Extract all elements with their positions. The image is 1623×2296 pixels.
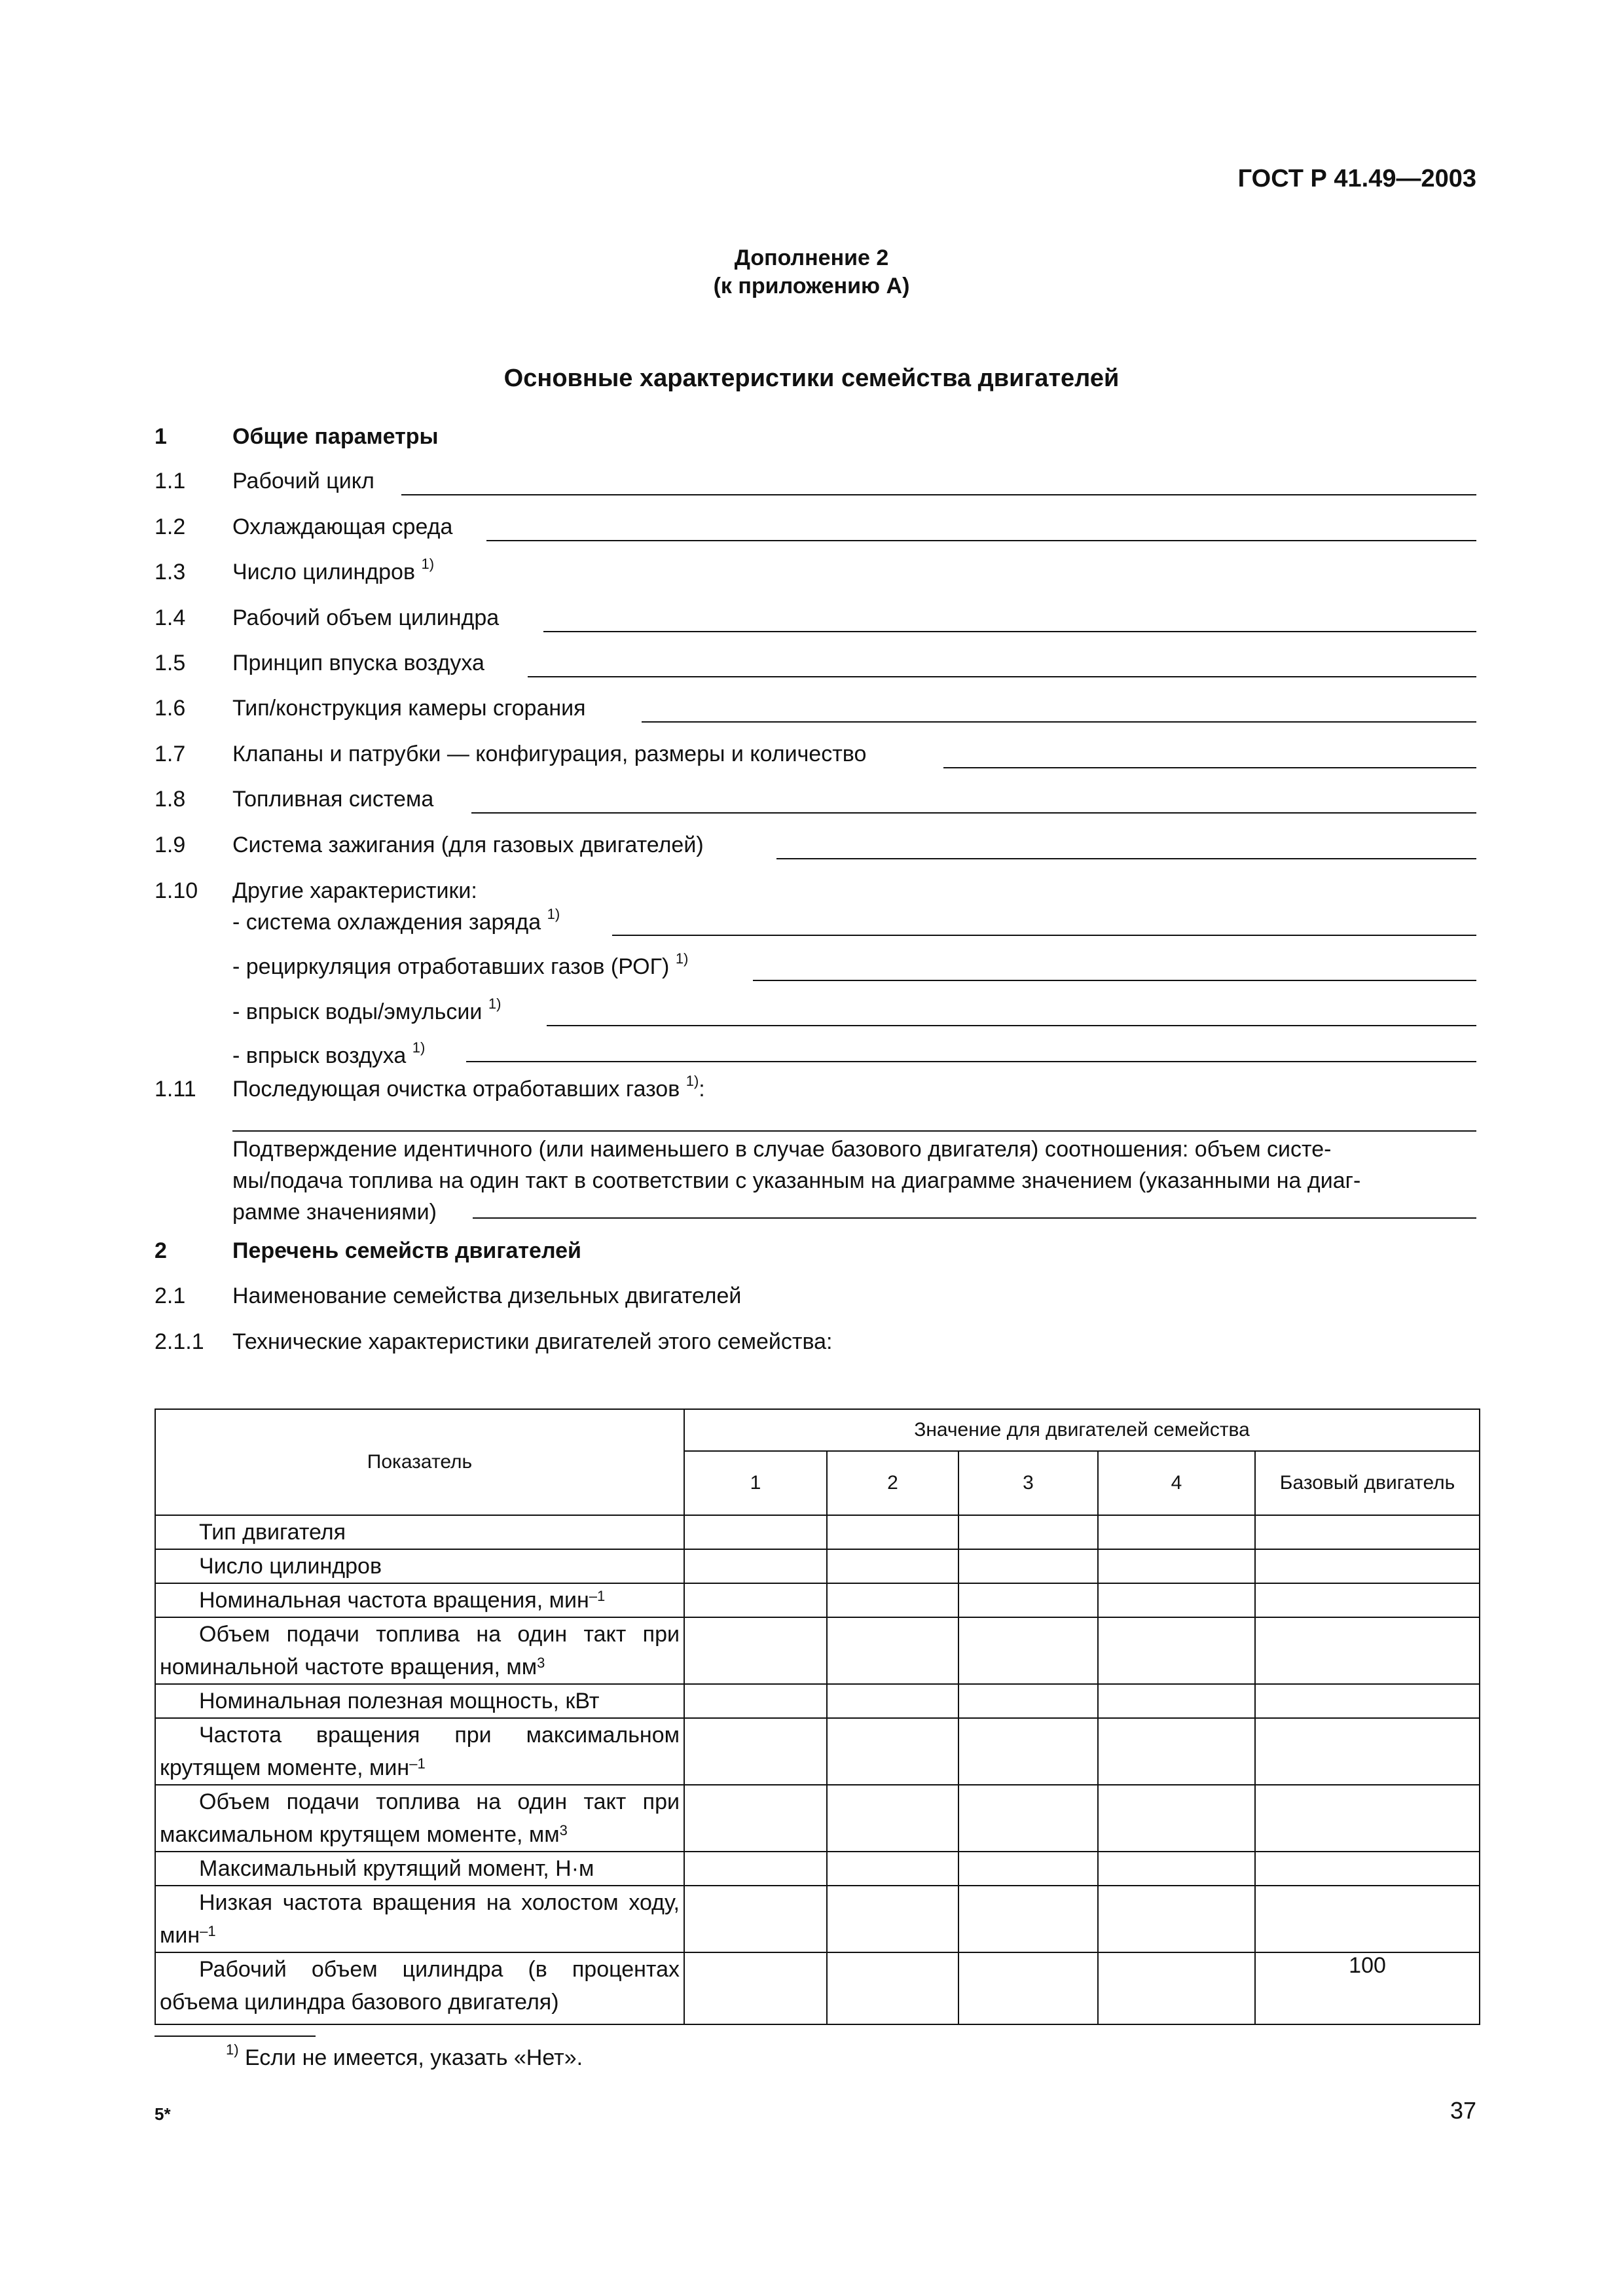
item-number: 1.6 xyxy=(155,696,186,721)
value-cell xyxy=(1098,1852,1255,1886)
supplement-title: Дополнение 2 xyxy=(734,245,889,270)
item-label: Охлаждающая среда xyxy=(232,514,453,539)
fill-in-line xyxy=(642,721,1476,723)
table-row xyxy=(155,1718,1480,1785)
value-cell xyxy=(684,1684,827,1718)
confirmation-paragraph xyxy=(232,1134,1476,1228)
fill-in-line xyxy=(753,980,1476,981)
row-label: Номинальная частота вращения, мин$^{-1}$ xyxy=(155,1583,684,1617)
item-label: Клапаны и патрубки — конфигурация, размеры и количество xyxy=(232,742,867,766)
standard-number: ГОСТ Р 41.49—2003 xyxy=(1237,165,1476,192)
fill-in-line xyxy=(547,1025,1476,1026)
value-cell xyxy=(684,1886,827,1952)
row-label: Рабочий объем цилиндра (в процентах объема цилиндра базового двигателя) xyxy=(155,1952,684,2024)
row-label: Тип двигателя xyxy=(155,1515,684,1549)
footnote-ref: 1) xyxy=(412,1039,426,1056)
value-cell xyxy=(684,1549,827,1583)
value-cell xyxy=(827,1886,958,1952)
section-2-heading: Перечень семейств двигателей xyxy=(232,1238,581,1263)
item-number: 1.1 xyxy=(155,469,186,493)
row-label: Объем подачи топлива на один такт при максимальном крутящем моменте, $мм^3$ xyxy=(155,1785,684,1852)
value-cell xyxy=(827,1617,958,1684)
footnote-separator xyxy=(155,2036,316,2037)
paragraph-line: Подтверждение идентичного (или наименьшего в случае базового двигателя) соотношения: объем систе- xyxy=(232,1137,1332,1162)
fill-in-line xyxy=(232,1130,1476,1132)
item-label: Принцип впуска воздуха xyxy=(232,651,484,675)
item-number: 1.3 xyxy=(155,560,186,584)
unit-exponent: 3 xyxy=(537,1655,545,1671)
footnote: $^{1)}$ Если не имеется, указать «Нет». xyxy=(226,2041,583,2070)
value-cell xyxy=(1255,1684,1480,1718)
value-cell xyxy=(1255,1852,1480,1886)
value-cell xyxy=(827,1718,958,1785)
item-number: 1.11 xyxy=(155,1077,196,1102)
value-cell xyxy=(1255,1718,1480,1785)
row-label: Низкая частота вращения на холостом ходу, мин$^{-1}$ xyxy=(155,1886,684,1952)
value-cell xyxy=(684,1952,827,2024)
value-cell xyxy=(1255,1617,1480,1684)
value-cell xyxy=(684,1515,827,1549)
value-cell xyxy=(958,1852,1098,1886)
item-number: 2.1.1 xyxy=(155,1329,204,1354)
column-header: Базовый двигатель xyxy=(1255,1451,1480,1515)
section-2-number: 2 xyxy=(155,1238,167,1263)
item-number: 1.8 xyxy=(155,787,186,812)
value-cell xyxy=(684,1718,827,1785)
value-cell xyxy=(1098,1718,1255,1785)
sub-item-label: - впрыск воды/эмульсии $^{1)}$ xyxy=(232,996,501,1024)
value-cell xyxy=(827,1684,958,1718)
value-cell xyxy=(1098,1583,1255,1617)
item-number: 1.4 xyxy=(155,605,186,630)
row-label: Объем подачи топлива на один такт при номинальной частоте вращения, $мм^3$ xyxy=(155,1617,684,1684)
value-cell xyxy=(1255,1515,1480,1549)
column-header: 3 xyxy=(958,1451,1098,1515)
item-number: 1.2 xyxy=(155,514,186,539)
item-label: Число цилиндров $^{1)}$ xyxy=(232,556,435,584)
value-cell xyxy=(958,1718,1098,1785)
value-cell xyxy=(958,1617,1098,1684)
fill-in-line xyxy=(776,858,1476,859)
value-cell xyxy=(958,1952,1098,2024)
row-label: Частота вращения при максимальном крутящем моменте, мин$^{-1}$ xyxy=(155,1718,684,1785)
column-header: 2 xyxy=(827,1451,958,1515)
item-label: Технические характеристики двигателей этого семейства: xyxy=(232,1329,833,1354)
value-cell xyxy=(958,1886,1098,1952)
value-cell xyxy=(827,1952,958,2024)
table-row xyxy=(155,1852,1480,1886)
table-row xyxy=(155,1785,1480,1852)
value-cell xyxy=(684,1785,827,1852)
supplement-subtitle: (к приложению А) xyxy=(713,274,910,298)
value-cell xyxy=(958,1515,1098,1549)
fill-in-line xyxy=(471,812,1476,814)
header-parameter: Показатель xyxy=(155,1409,684,1515)
value-cell xyxy=(1098,1515,1255,1549)
table-row xyxy=(155,1549,1480,1583)
value-cell xyxy=(684,1617,827,1684)
table-row xyxy=(155,1515,1480,1549)
item-label: Последующая очистка отработавших газов $^{1)}$: xyxy=(232,1073,705,1102)
fill-in-line xyxy=(612,935,1476,936)
footnote-ref: 1) xyxy=(421,556,435,572)
fill-in-line xyxy=(486,540,1476,541)
value-cell xyxy=(684,1852,827,1886)
footnote-ref: 1) xyxy=(488,996,501,1012)
value-cell xyxy=(958,1684,1098,1718)
fill-in-line xyxy=(943,767,1476,768)
footnote-ref: 1) xyxy=(685,1073,699,1089)
value-cell xyxy=(1098,1549,1255,1583)
row-label: Номинальная полезная мощность, кВт xyxy=(155,1684,684,1718)
header-values-group: Значение для двигателей семейства xyxy=(684,1409,1480,1451)
footnote-marker: 1) xyxy=(226,2041,239,2058)
value-cell xyxy=(827,1583,958,1617)
sub-item-label: - рециркуляция отработавших газов (РОГ) $^{1)}$ xyxy=(232,950,689,979)
item-label: Система зажигания (для газовых двигателей) xyxy=(232,833,704,857)
sub-item-label: - впрыск воздуха $^{1)}$ xyxy=(232,1039,426,1068)
value-cell xyxy=(1255,1549,1480,1583)
value-cell xyxy=(1098,1785,1255,1852)
unit-exponent: –1 xyxy=(409,1755,426,1772)
value-cell xyxy=(1255,1785,1480,1852)
item-label: Другие характеристики: xyxy=(232,878,477,903)
page-number: 37 xyxy=(1450,2097,1476,2124)
section-1-heading: Общие параметры xyxy=(232,424,439,449)
item-label: Топливная система xyxy=(232,787,434,812)
item-label: Рабочий цикл xyxy=(232,469,374,493)
paragraph-line: мы/подача топлива на один такт в соответствии с указанным на диаграмме значением (указанными на диаг- xyxy=(232,1168,1361,1193)
value-cell xyxy=(827,1785,958,1852)
item-number: 1.5 xyxy=(155,651,186,675)
fill-in-line xyxy=(401,494,1476,495)
section-1-number: 1 xyxy=(155,424,167,449)
sub-item-label: - система охлаждения заряда $^{1)}$ xyxy=(232,906,560,935)
value-cell xyxy=(1255,1583,1480,1617)
value-cell xyxy=(1255,1886,1480,1952)
value-cell xyxy=(827,1852,958,1886)
value-cell: 100 xyxy=(1255,1952,1480,2024)
value-cell xyxy=(958,1785,1098,1852)
document-title: Основные характеристики семейства двигателей xyxy=(503,365,1120,392)
row-label: Число цилиндров xyxy=(155,1549,684,1583)
table-row xyxy=(155,1617,1480,1684)
row-label: Максимальный крутящий момент, Н·м xyxy=(155,1852,684,1886)
item-label: Наименование семейства дизельных двигателей xyxy=(232,1283,742,1308)
table-row xyxy=(155,1684,1480,1718)
item-number: 2.1 xyxy=(155,1283,186,1308)
footnote-ref: 1) xyxy=(547,906,560,922)
item-number: 1.9 xyxy=(155,833,186,857)
fill-in-line xyxy=(543,631,1476,632)
column-header: 4 xyxy=(1098,1451,1255,1515)
signature-mark: 5* xyxy=(155,2104,171,2124)
table-row xyxy=(155,1952,1480,2024)
item-number: 1.7 xyxy=(155,742,186,766)
paragraph-line: рамме значениями) xyxy=(232,1200,437,1225)
value-cell xyxy=(1098,1952,1255,2024)
fill-in-line xyxy=(473,1217,1476,1219)
unit-exponent: –1 xyxy=(200,1923,216,1939)
item-label: Рабочий объем цилиндра xyxy=(232,605,500,630)
footnote-ref: 1) xyxy=(675,950,689,967)
table-row xyxy=(155,1886,1480,1952)
item-label: Тип/конструкция камеры сгорания xyxy=(232,696,586,721)
unit-exponent: –1 xyxy=(589,1588,606,1604)
value-cell xyxy=(684,1583,827,1617)
fill-in-line xyxy=(466,1061,1476,1062)
value-cell xyxy=(827,1549,958,1583)
value-cell xyxy=(827,1515,958,1549)
fill-in-line xyxy=(528,676,1476,677)
value-cell xyxy=(1098,1684,1255,1718)
column-header: 1 xyxy=(684,1451,827,1515)
value-cell xyxy=(1098,1886,1255,1952)
value-cell xyxy=(958,1549,1098,1583)
value-cell xyxy=(1098,1617,1255,1684)
table-row xyxy=(155,1583,1480,1617)
unit-exponent: 3 xyxy=(559,1822,568,1839)
item-number: 1.10 xyxy=(155,878,198,903)
engine-family-table xyxy=(155,1408,1479,2025)
value-cell xyxy=(958,1583,1098,1617)
